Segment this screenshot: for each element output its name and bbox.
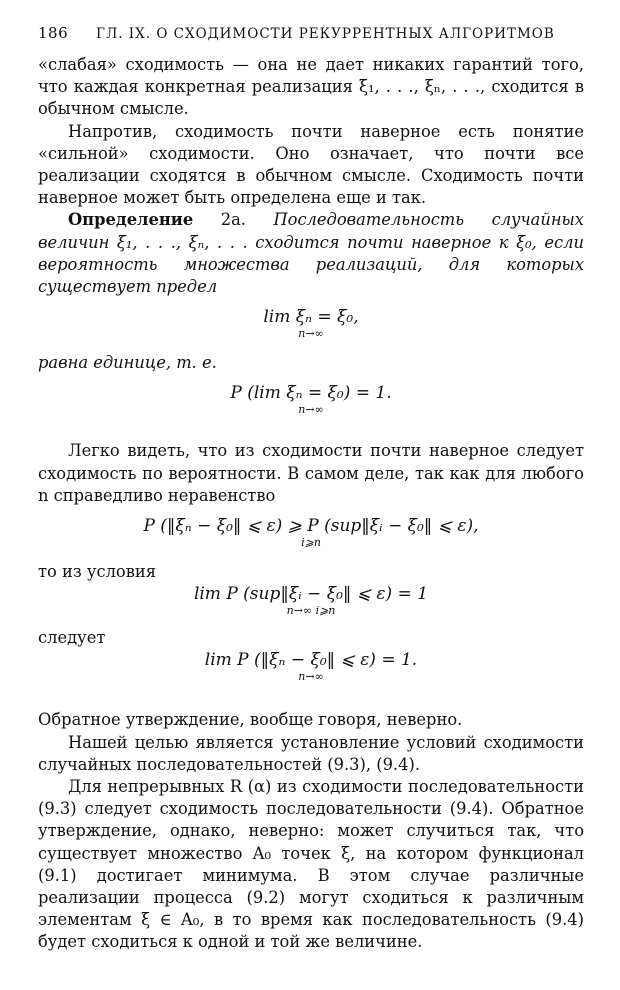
definition-number: 2а. [220,210,246,230]
formula-inequality [38,515,584,561]
running-title: ГЛ. IX. О СХОДИМОСТИ РЕКУРРЕНТНЫХ АЛГОРИТМОВ [96,26,555,42]
definition-label: Определение [68,210,194,230]
page-number: 186 [38,24,69,42]
formula-limit-main: lim ξₙ = ξ₀, [263,307,359,328]
formula-limit-sub: n→∞ [298,327,324,341]
paragraph-goal: Нашей целью является установление условий сходимости случайных последовательностей (9.3), (9.4). [38,732,584,774]
formula-probability-sub: n→∞ [298,403,324,417]
formula-limit [38,306,584,352]
definition-2a [38,209,584,298]
paragraph-converse: Обратное утверждение, вообще говоря, неверно. [38,710,463,730]
equals-one-text: равна единице, т. е. [38,353,217,373]
paragraph-strong-convergence: Напротив, сходимость почти наверное есть понятие «сильной» сходимости. Оно означает, что почти все реализации сходятся в обычном смысле. Сходимость почти наверное может быть определена еще и так. [38,121,584,208]
book-page [38,24,584,954]
formula-inequality-sub: i⩾n [301,536,321,550]
formula-inequality-main: P (‖ξₙ − ξ₀‖ ⩽ ε) ⩾ P (sup‖ξᵢ − ξ₀‖ ⩽ ε), [143,516,479,537]
paragraph-weak-convergence: «слабая» сходимость — она не дает никаких гарантий того, что каждая конкретная реализация ξ₁, . . ., ξₙ, . . ., сходится в обычном смысле. [38,55,584,119]
paragraph-easy-to-see: Легко видеть, что из сходимости почти наверное следует сходимость по вероятности. В самом деле, так как для любого n справедливо неравенство [38,441,584,505]
paragraph-continuous: Для непрерывных R (α) из сходимости последовательности (9.3) следует сходимость последовательности (9.4). Обратное утверждение, однако, неверно: может случиться так, что существует множество A₀ точек ξ, на котором функционал (9.1) достигает минимума. В этом случае различные реализации процесса (9.2) могут сходиться к различным элементам ξ ∈ A₀, в то время как последовательность (9.4) будет сходиться к одной и той же величине. [38,777,584,952]
formula-probability-one [38,382,584,428]
follows-text: следует [38,628,106,648]
formula-condition-main: lim P (sup‖ξᵢ − ξ₀‖ ⩽ ε) = 1 [193,584,429,605]
formula-conclusion-sub: n→∞ [298,670,324,684]
formula-condition-sub: n→∞ i⩾n [286,604,336,618]
from-condition-text: то из условия [38,562,157,582]
formula-condition [38,583,584,627]
definition-text: Последовательность случайных величин ξ₁, . . ., ξₙ, . . . сходится почти наверное к ξ₀, если вероятность множества реализаций, для которых существует предел [38,210,584,297]
formula-conclusion-main: lim P (‖ξₙ − ξ₀‖ ⩽ ε) = 1. [204,650,418,671]
formula-probability-main: P (lim ξₙ = ξ₀) = 1. [230,383,392,404]
formula-conclusion [38,649,584,693]
running-header [38,24,584,54]
